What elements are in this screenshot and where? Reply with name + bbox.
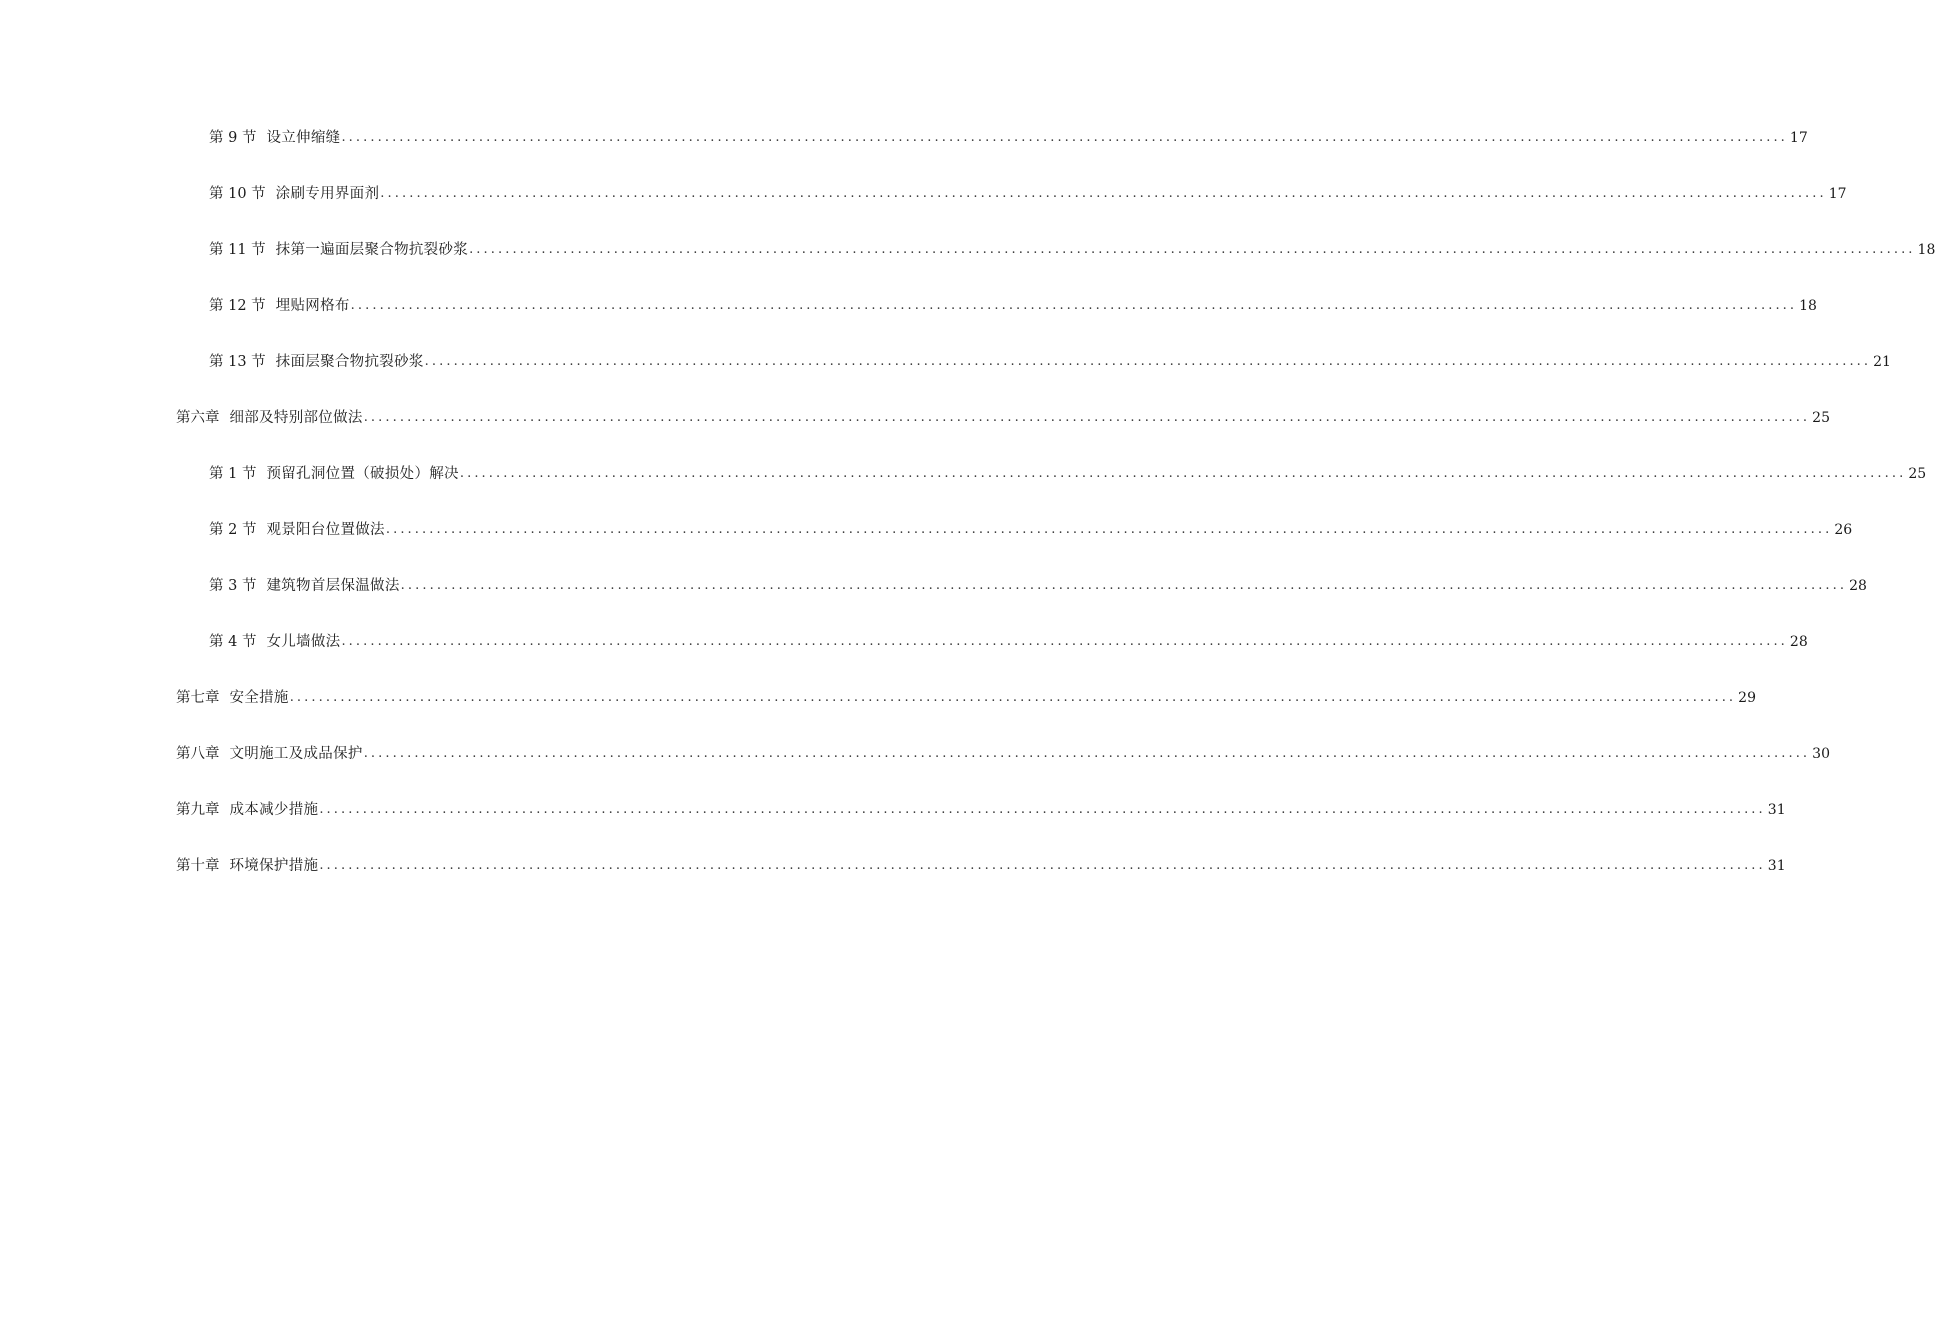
toc-entry-page: 25 — [1812, 410, 1830, 426]
toc-entry[interactable] — [209, 575, 1867, 597]
toc-entry[interactable] — [209, 519, 1853, 541]
toc-entry-title: 观景阳台位置做法 — [266, 522, 385, 538]
toc-entry-page: 21 — [1873, 354, 1891, 370]
toc-entry-number: 第 13 节 — [209, 354, 266, 370]
toc-leader-dots: ........................................................................................................................................................................................................ — [319, 858, 1766, 873]
toc-entry-title: 抹面层聚合物抗裂砂浆 — [275, 354, 424, 370]
toc-leader-dots: ........................................................................................................................................................................................................ — [400, 578, 1848, 593]
toc-entry-page: 25 — [1908, 466, 1927, 482]
toc-entry[interactable] — [209, 127, 1808, 149]
toc-entry-page: 30 — [1812, 746, 1830, 762]
toc-entry-title: 抹第一遍面层聚合物抗裂砂浆 — [275, 242, 469, 258]
toc-entry[interactable] — [176, 687, 1756, 709]
toc-entry-title: 环境保护措施 — [229, 858, 319, 874]
toc-leader-dots: ........................................................................................................................................................................................................ — [380, 186, 1827, 201]
toc-entry-page: 18 — [1917, 242, 1935, 258]
toc-leader-dots: ........................................................................................................................................................................................................ — [350, 298, 1798, 313]
toc-entry-title: 细部及特别部位做法 — [229, 410, 363, 426]
toc-entry-title: 女儿墙做法 — [266, 634, 341, 650]
toc-entry[interactable] — [209, 631, 1808, 653]
toc-entry-page: 26 — [1834, 522, 1853, 538]
toc-entry[interactable] — [209, 295, 1817, 317]
toc-entry-title: 预留孔洞位置（破损处）解决 — [266, 466, 459, 482]
toc-leader-dots: ........................................................................................................................................................................................................ — [319, 802, 1766, 817]
toc-entry-title: 涂刷专用界面剂 — [275, 186, 380, 202]
toc-entry-title: 安全措施 — [229, 690, 289, 706]
toc-entry-number: 第十章 — [176, 858, 220, 874]
toc-entry-number: 第 12 节 — [209, 298, 266, 314]
toc-entry-title: 建筑物首层保温做法 — [266, 578, 400, 594]
toc-entry-number: 第 10 节 — [209, 186, 266, 202]
toc-leader-dots: ........................................................................................................................................................................................................ — [424, 354, 1872, 369]
toc-entry-number: 第 9 节 — [209, 130, 257, 146]
toc-entry[interactable] — [176, 855, 1786, 877]
toc-leader-dots: ........................................................................................................................................................................................................ — [469, 242, 1916, 257]
toc-entry[interactable] — [209, 463, 1927, 485]
toc-entry-title: 埋贴网格布 — [275, 298, 350, 314]
toc-leader-dots: ........................................................................................................................................................................................................ — [363, 410, 1811, 425]
toc-entry-number: 第 11 节 — [209, 242, 266, 258]
toc-entry-number: 第 1 节 — [209, 466, 257, 482]
toc-entry-title: 文明施工及成品保护 — [229, 746, 363, 762]
toc-entry-page: 17 — [1789, 130, 1808, 146]
toc-entry-page: 17 — [1828, 186, 1847, 202]
toc-entry[interactable] — [209, 239, 1935, 261]
toc-entry-page: 28 — [1849, 578, 1867, 594]
toc-leader-dots: ........................................................................................................................................................................................................ — [459, 466, 1907, 481]
toc-entry[interactable] — [209, 183, 1847, 205]
toc-leader-dots: ........................................................................................................................................................................................................ — [385, 522, 1833, 537]
toc-entry-number: 第七章 — [176, 690, 220, 706]
toc-entry-title: 设立伸缩缝 — [266, 130, 341, 146]
toc-entry[interactable] — [176, 407, 1830, 429]
toc-entry-page: 29 — [1738, 690, 1756, 706]
toc-entry-page: 18 — [1799, 298, 1817, 314]
toc-entry-page: 31 — [1767, 858, 1786, 874]
toc-entry-number: 第八章 — [176, 746, 220, 762]
toc-entry[interactable] — [176, 799, 1786, 821]
toc-entry-page: 28 — [1789, 634, 1808, 650]
toc-entry-title: 成本减少措施 — [229, 802, 319, 818]
toc-entry[interactable] — [176, 743, 1830, 765]
toc-leader-dots: ........................................................................................................................................................................................................ — [341, 634, 1788, 649]
toc-entry-number: 第 3 节 — [209, 578, 257, 594]
toc-leader-dots: ........................................................................................................................................................................................................ — [363, 746, 1811, 761]
toc-entry-number: 第九章 — [176, 802, 220, 818]
toc-entry[interactable] — [209, 351, 1891, 373]
toc-entry-number: 第 2 节 — [209, 522, 257, 538]
toc-entry-page: 31 — [1767, 802, 1786, 818]
toc-leader-dots: ........................................................................................................................................................................................................ — [289, 690, 1737, 705]
toc-entry-number: 第六章 — [176, 410, 220, 426]
toc-entry-number: 第 4 节 — [209, 634, 257, 650]
toc-leader-dots: ........................................................................................................................................................................................................ — [341, 130, 1788, 145]
